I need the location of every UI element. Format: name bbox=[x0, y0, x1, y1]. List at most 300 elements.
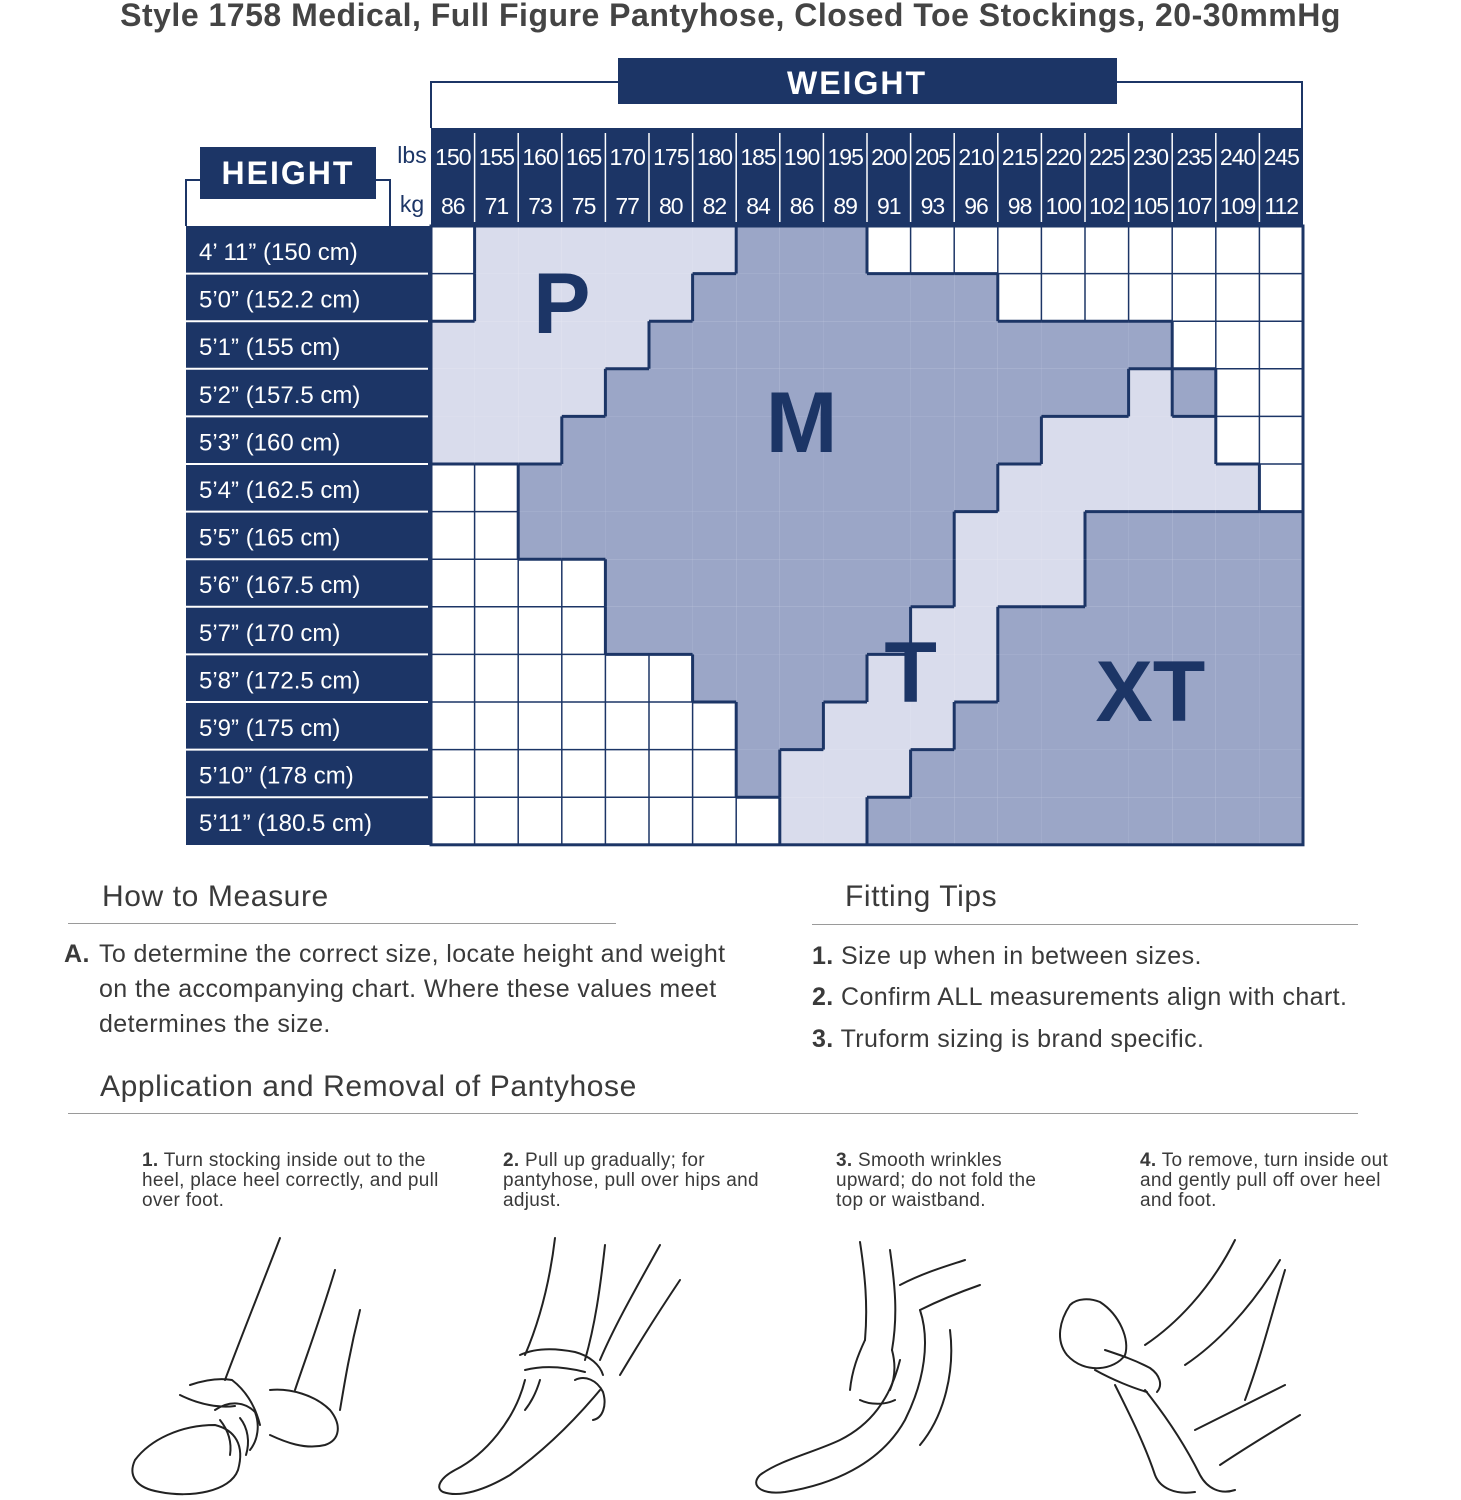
chart-cell-M bbox=[693, 654, 737, 702]
fitting-tip-1: 1. Size up when in between sizes. bbox=[812, 942, 1202, 970]
application-step-3: 3. Smooth wrinkles upward; do not fold the top or waistband. bbox=[836, 1150, 1037, 1211]
chart-cell-X bbox=[1085, 750, 1129, 798]
chart-cell-M bbox=[911, 559, 955, 607]
chart-cell-M bbox=[867, 274, 911, 322]
kg-tick-label: 80 bbox=[659, 193, 683, 219]
chart-cell-M bbox=[998, 416, 1042, 464]
kg-tick-label: 82 bbox=[702, 193, 727, 219]
chart-cell-M bbox=[780, 607, 824, 655]
chart-cell-empty bbox=[954, 226, 998, 274]
chart-cell-M bbox=[823, 226, 867, 274]
chart-cell-empty bbox=[605, 654, 649, 702]
lbs-tick-label: 235 bbox=[1176, 144, 1212, 170]
chart-cell-empty bbox=[562, 702, 606, 750]
chart-cell-M bbox=[605, 464, 649, 512]
kg-tick-label: 71 bbox=[484, 193, 509, 219]
how-to-measure-text bbox=[64, 937, 744, 1042]
chart-cell-empty bbox=[562, 797, 606, 845]
chart-cell-T bbox=[998, 512, 1042, 560]
chart-cell-M bbox=[649, 321, 693, 369]
chart-cell-empty bbox=[562, 559, 606, 607]
chart-cell-M bbox=[649, 559, 693, 607]
chart-cell-empty bbox=[431, 654, 475, 702]
chart-cell-empty bbox=[736, 797, 780, 845]
chart-cell-M bbox=[780, 559, 824, 607]
fitting-tip-3: 3. Truform sizing is brand specific. bbox=[812, 1025, 1205, 1053]
chart-cell-empty bbox=[518, 750, 562, 798]
height-tick-label: 5’1” (155 cm) bbox=[199, 334, 341, 362]
chart-cell-M bbox=[605, 512, 649, 560]
chart-cell-empty bbox=[431, 607, 475, 655]
fitting-tip-2: 2. Confirm ALL measurements align with chart. bbox=[812, 983, 1348, 1011]
chart-cell-M bbox=[736, 464, 780, 512]
chart-cell-X bbox=[867, 797, 911, 845]
lbs-tick-label: 220 bbox=[1045, 144, 1081, 170]
chart-cell-empty bbox=[998, 226, 1042, 274]
chart-cell-empty bbox=[475, 702, 519, 750]
chart-cell-X bbox=[1041, 797, 1085, 845]
chart-cell-X bbox=[1259, 750, 1303, 798]
lbs-tick-label: 195 bbox=[827, 144, 863, 170]
lbs-tick-label: 180 bbox=[696, 144, 733, 170]
chart-cell-P bbox=[693, 226, 737, 274]
chart-cell-M bbox=[605, 607, 649, 655]
chart-cell-M bbox=[867, 321, 911, 369]
chart-cell-T bbox=[867, 750, 911, 798]
chart-cell-X bbox=[1085, 512, 1129, 560]
chart-cell-T bbox=[823, 702, 867, 750]
chart-cell-empty bbox=[1259, 369, 1303, 417]
chart-cell-empty bbox=[693, 797, 737, 845]
lbs-tick-label: 170 bbox=[609, 144, 645, 170]
chart-cell-M bbox=[649, 512, 693, 560]
kg-tick-label: 91 bbox=[877, 193, 901, 219]
chart-cell-M bbox=[780, 226, 824, 274]
chart-cell-empty bbox=[605, 702, 649, 750]
chart-cell-M bbox=[736, 321, 780, 369]
kg-tick-label: 107 bbox=[1176, 193, 1212, 219]
chart-cell-M bbox=[649, 369, 693, 417]
chart-cell-M bbox=[1085, 321, 1129, 369]
chart-cell-T bbox=[954, 559, 998, 607]
height-tick-label: 5’10” (178 cm) bbox=[199, 762, 354, 790]
chart-cell-X bbox=[1216, 607, 1260, 655]
chart-cell-empty bbox=[431, 702, 475, 750]
chart-cell-empty bbox=[475, 559, 519, 607]
chart-cell-M bbox=[823, 464, 867, 512]
chart-cell-empty bbox=[1172, 321, 1216, 369]
chart-cell-T bbox=[780, 750, 824, 798]
chart-cell-T bbox=[823, 797, 867, 845]
chart-cell-empty bbox=[1259, 464, 1303, 512]
chart-cell-M bbox=[867, 512, 911, 560]
chart-cell-M bbox=[518, 512, 562, 560]
chart-cell-P bbox=[431, 416, 475, 464]
kg-tick-label: 112 bbox=[1264, 193, 1299, 219]
chart-cell-T bbox=[998, 464, 1042, 512]
chart-cell-P bbox=[649, 226, 693, 274]
chart-cell-T bbox=[998, 559, 1042, 607]
chart-cell-M bbox=[998, 321, 1042, 369]
application-title: Application and Removal of Pantyhose bbox=[100, 1070, 637, 1103]
chart-cell-M bbox=[911, 416, 955, 464]
chart-cell-M bbox=[867, 559, 911, 607]
chart-cell-T bbox=[1172, 464, 1216, 512]
chart-cell-empty bbox=[562, 607, 606, 655]
page-title: Style 1758 Medical, Full Figure Pantyhose, Closed Toe Stockings, 20-30mmHg bbox=[120, 0, 1341, 33]
chart-cell-empty bbox=[1259, 416, 1303, 464]
chart-cell-empty bbox=[1172, 226, 1216, 274]
height-tick-label: 5’6” (167.5 cm) bbox=[199, 572, 361, 600]
chart-cell-P bbox=[475, 274, 519, 322]
chart-cell-P bbox=[431, 369, 475, 417]
chart-cell-M bbox=[693, 512, 737, 560]
chart-cell-empty bbox=[562, 750, 606, 798]
application-step-1: 1. Turn stocking inside out to the heel, place heel correctly, and pull over foot. bbox=[142, 1150, 439, 1211]
kg-tick-label: 109 bbox=[1219, 193, 1256, 219]
chart-cell-P bbox=[605, 321, 649, 369]
chart-cell-empty bbox=[1041, 274, 1085, 322]
height-tick-label: 5’2” (157.5 cm) bbox=[199, 381, 361, 409]
height-tick-label: 5’3” (160 cm) bbox=[199, 429, 341, 457]
chart-cell-M bbox=[823, 607, 867, 655]
chart-cell-M bbox=[562, 464, 606, 512]
chart-cell-T bbox=[1041, 559, 1085, 607]
chart-cell-empty bbox=[518, 702, 562, 750]
chart-cell-M bbox=[693, 559, 737, 607]
chart-cell-M bbox=[736, 702, 780, 750]
chart-cell-T bbox=[954, 512, 998, 560]
chart-cell-M bbox=[605, 559, 649, 607]
chart-cell-X bbox=[1172, 797, 1216, 845]
chart-cell-X bbox=[1129, 750, 1173, 798]
chart-cell-empty bbox=[475, 607, 519, 655]
kg-tick-label: 89 bbox=[833, 193, 857, 219]
chart-cell-M bbox=[649, 416, 693, 464]
chart-cell-empty bbox=[1172, 274, 1216, 322]
chart-cell-X bbox=[1216, 559, 1260, 607]
chart-cell-M bbox=[780, 512, 824, 560]
chart-cell-M bbox=[736, 226, 780, 274]
chart-cell-T bbox=[1041, 464, 1085, 512]
chart-cell-P bbox=[605, 226, 649, 274]
chart-cell-empty bbox=[562, 654, 606, 702]
chart-cell-M bbox=[1041, 369, 1085, 417]
chart-cell-M bbox=[954, 274, 998, 322]
kg-tick-label: 105 bbox=[1132, 193, 1169, 219]
chart-cell-X bbox=[911, 750, 955, 798]
chart-cell-T bbox=[823, 750, 867, 798]
chart-cell-M bbox=[780, 654, 824, 702]
chart-cell-M bbox=[693, 607, 737, 655]
how-to-measure-body: To determine the correct size, locate height and weight on the accompanying chart. Where these values meet determines the size. bbox=[99, 940, 726, 1038]
chart-cell-X bbox=[998, 607, 1042, 655]
chart-cell-empty bbox=[431, 512, 475, 560]
chart-cell-T bbox=[954, 607, 998, 655]
chart-cell-M bbox=[911, 369, 955, 417]
chart-cell-empty bbox=[1216, 226, 1260, 274]
kg-tick-label: 84 bbox=[746, 193, 770, 219]
application-divider bbox=[68, 1113, 1358, 1114]
chart-cell-X bbox=[1259, 797, 1303, 845]
chart-cell-P bbox=[431, 321, 475, 369]
lbs-tick-label: 225 bbox=[1089, 144, 1125, 170]
chart-cell-X bbox=[1216, 512, 1260, 560]
chart-cell-empty bbox=[1085, 274, 1129, 322]
chart-cell-empty bbox=[1216, 416, 1260, 464]
chart-cell-P bbox=[475, 369, 519, 417]
chart-cell-M bbox=[780, 702, 824, 750]
chart-cell-empty bbox=[431, 226, 475, 274]
chart-cell-M bbox=[867, 464, 911, 512]
chart-cell-M bbox=[823, 274, 867, 322]
chart-cell-M bbox=[1041, 321, 1085, 369]
chart-cell-M bbox=[736, 607, 780, 655]
chart-cell-empty bbox=[649, 702, 693, 750]
chart-cell-empty bbox=[1216, 321, 1260, 369]
lbs-tick-label: 175 bbox=[653, 144, 689, 170]
chart-cell-empty bbox=[518, 559, 562, 607]
chart-cell-T bbox=[1216, 464, 1260, 512]
lbs-tick-label: 210 bbox=[958, 144, 994, 170]
chart-cell-T bbox=[1041, 416, 1085, 464]
chart-cell-X bbox=[1129, 559, 1173, 607]
chart-cell-T bbox=[1129, 464, 1173, 512]
lbs-tick-label: 230 bbox=[1132, 144, 1169, 170]
chart-cell-empty bbox=[649, 750, 693, 798]
chart-cell-M bbox=[823, 654, 867, 702]
chart-cell-M bbox=[780, 321, 824, 369]
chart-cell-M bbox=[693, 416, 737, 464]
chart-cell-M bbox=[562, 416, 606, 464]
chart-cell-M bbox=[649, 464, 693, 512]
chart-cell-M bbox=[562, 512, 606, 560]
chart-cell-M bbox=[1172, 369, 1216, 417]
chart-cell-M bbox=[518, 464, 562, 512]
chart-cell-M bbox=[823, 321, 867, 369]
kg-tick-label: 73 bbox=[528, 193, 552, 219]
chart-cell-M bbox=[780, 274, 824, 322]
chart-cell-X bbox=[1172, 512, 1216, 560]
chart-cell-empty bbox=[431, 464, 475, 512]
chart-cell-P bbox=[475, 416, 519, 464]
lbs-tick-label: 155 bbox=[478, 144, 515, 170]
lbs-tick-label: 185 bbox=[740, 144, 776, 170]
chart-cell-P bbox=[518, 369, 562, 417]
application-step-2: 2. Pull up gradually; for pantyhose, pull over hips and adjust. bbox=[503, 1150, 759, 1211]
size-label-m: M bbox=[765, 375, 838, 472]
chart-cell-empty bbox=[605, 750, 649, 798]
lbs-tick-label: 190 bbox=[783, 144, 820, 170]
how-to-measure-divider bbox=[68, 923, 616, 924]
application-step-4: 4. To remove, turn inside out and gently pull off over heel and foot. bbox=[1140, 1150, 1389, 1211]
chart-cell-empty bbox=[431, 274, 475, 322]
height-tick-label: 5’0” (152.2 cm) bbox=[199, 286, 361, 314]
kg-tick-label: 102 bbox=[1089, 193, 1125, 219]
chart-cell-empty bbox=[1216, 274, 1260, 322]
chart-cell-M bbox=[954, 321, 998, 369]
chart-cell-M bbox=[823, 559, 867, 607]
fitting-tips-title: Fitting Tips bbox=[845, 880, 998, 913]
chart-cell-empty bbox=[1129, 226, 1173, 274]
chart-cell-X bbox=[911, 797, 955, 845]
kg-tick-label: 96 bbox=[964, 193, 988, 219]
chart-cell-empty bbox=[1259, 321, 1303, 369]
hands-turning-stocking-over-foot-illustration bbox=[120, 1230, 380, 1500]
chart-cell-M bbox=[649, 607, 693, 655]
lbs-tick-label: 205 bbox=[914, 144, 951, 170]
chart-cell-empty bbox=[431, 797, 475, 845]
chart-cell-M bbox=[605, 369, 649, 417]
chart-cell-X bbox=[1216, 654, 1260, 702]
chart-cell-T bbox=[1085, 464, 1129, 512]
chart-cell-X bbox=[954, 797, 998, 845]
chart-cell-empty bbox=[605, 797, 649, 845]
chart-cell-empty bbox=[867, 226, 911, 274]
hand-smoothing-stocking-on-leg-illustration bbox=[740, 1230, 1000, 1500]
chart-cell-M bbox=[911, 321, 955, 369]
chart-cell-X bbox=[1259, 607, 1303, 655]
chart-cell-X bbox=[1216, 797, 1260, 845]
hands-pulling-stocking-up-leg-illustration bbox=[425, 1230, 690, 1500]
chart-cell-M bbox=[954, 416, 998, 464]
kg-tick-label: 98 bbox=[1007, 193, 1032, 219]
chart-cell-M bbox=[736, 512, 780, 560]
chart-cell-X bbox=[1259, 512, 1303, 560]
height-tick-label: 5’9” (175 cm) bbox=[199, 715, 341, 742]
chart-cell-X bbox=[1129, 797, 1173, 845]
chart-cell-M bbox=[911, 274, 955, 322]
chart-cell-M bbox=[1085, 369, 1129, 417]
height-tick-label: 4’ 11” (150 cm) bbox=[199, 239, 358, 266]
chart-cell-empty bbox=[693, 702, 737, 750]
kg-tick-label: 77 bbox=[615, 193, 639, 219]
chart-cell-T bbox=[780, 797, 824, 845]
chart-cell-empty bbox=[475, 750, 519, 798]
chart-cell-M bbox=[867, 369, 911, 417]
chart-cell-empty bbox=[1259, 226, 1303, 274]
chart-cell-X bbox=[998, 702, 1042, 750]
chart-cell-X bbox=[1041, 750, 1085, 798]
chart-cell-T bbox=[954, 654, 998, 702]
chart-cell-M bbox=[736, 654, 780, 702]
lbs-unit-label: lbs bbox=[397, 142, 427, 168]
chart-cell-X bbox=[1172, 750, 1216, 798]
chart-cell-empty bbox=[475, 654, 519, 702]
chart-cell-empty bbox=[1216, 369, 1260, 417]
chart-cell-M bbox=[693, 369, 737, 417]
lbs-tick-label: 150 bbox=[435, 144, 471, 170]
chart-cell-X bbox=[954, 750, 998, 798]
chart-cell-empty bbox=[649, 654, 693, 702]
chart-cell-empty bbox=[1259, 274, 1303, 322]
chart-cell-empty bbox=[1129, 274, 1173, 322]
kg-tick-label: 86 bbox=[441, 193, 465, 219]
weight-header: WEIGHT bbox=[787, 65, 927, 101]
chart-cell-empty bbox=[518, 607, 562, 655]
size-label-t: T bbox=[884, 625, 937, 721]
chart-cell-X bbox=[1172, 559, 1216, 607]
lbs-tick-label: 200 bbox=[871, 144, 907, 170]
kg-tick-label: 100 bbox=[1045, 193, 1081, 219]
chart-cell-M bbox=[867, 416, 911, 464]
kg-tick-label: 75 bbox=[571, 193, 596, 219]
kg-unit-label: kg bbox=[399, 191, 425, 217]
size-label-xt: XT bbox=[1095, 644, 1206, 741]
hands-removing-stocking-from-foot-illustration bbox=[1045, 1230, 1310, 1500]
chart-cell-M bbox=[736, 559, 780, 607]
chart-cell-X bbox=[1041, 702, 1085, 750]
chart-cell-X bbox=[1216, 750, 1260, 798]
chart-cell-X bbox=[1129, 512, 1173, 560]
kg-tick-label: 86 bbox=[789, 193, 814, 219]
chart-cell-empty bbox=[1085, 226, 1129, 274]
chart-cell-X bbox=[1041, 654, 1085, 702]
height-tick-label: 5’11” (180.5 cm) bbox=[199, 810, 372, 838]
height-tick-label: 5’8” (172.5 cm) bbox=[199, 667, 361, 695]
chart-cell-X bbox=[954, 702, 998, 750]
chart-cell-M bbox=[693, 464, 737, 512]
chart-cell-P bbox=[649, 274, 693, 322]
chart-cell-T bbox=[1041, 512, 1085, 560]
chart-cell-M bbox=[911, 512, 955, 560]
chart-cell-P bbox=[605, 274, 649, 322]
chart-cell-X bbox=[1041, 607, 1085, 655]
chart-cell-M bbox=[605, 416, 649, 464]
chart-cell-X bbox=[1216, 702, 1260, 750]
height-tick-label: 5’4” (162.5 cm) bbox=[199, 477, 361, 504]
chart-cell-P bbox=[475, 226, 519, 274]
height-tick-label: 5’7” (170 cm) bbox=[199, 619, 341, 647]
chart-cell-T bbox=[1085, 416, 1129, 464]
chart-cell-X bbox=[1259, 559, 1303, 607]
chart-cell-M bbox=[693, 274, 737, 322]
chart-cell-X bbox=[998, 750, 1042, 798]
chart-cell-empty bbox=[1041, 226, 1085, 274]
chart-cell-X bbox=[1259, 702, 1303, 750]
chart-cell-P bbox=[475, 321, 519, 369]
chart-cell-M bbox=[823, 512, 867, 560]
lbs-tick-label: 165 bbox=[565, 144, 602, 170]
kg-tick-label: 93 bbox=[920, 193, 945, 219]
chart-cell-M bbox=[911, 464, 955, 512]
chart-cell-T bbox=[1129, 369, 1173, 417]
chart-cell-empty bbox=[518, 654, 562, 702]
chart-cell-empty bbox=[998, 274, 1042, 322]
chart-cell-M bbox=[954, 464, 998, 512]
chart-cell-T bbox=[1172, 416, 1216, 464]
chart-cell-X bbox=[1259, 654, 1303, 702]
chart-cell-M bbox=[780, 464, 824, 512]
height-header: HEIGHT bbox=[221, 155, 355, 191]
lbs-tick-label: 240 bbox=[1219, 144, 1256, 170]
chart-cell-empty bbox=[911, 226, 955, 274]
chart-cell-X bbox=[1085, 797, 1129, 845]
chart-cell-empty bbox=[431, 559, 475, 607]
chart-cell-M bbox=[736, 274, 780, 322]
lbs-tick-label: 160 bbox=[522, 144, 558, 170]
chart-cell-M bbox=[693, 321, 737, 369]
chart-cell-empty bbox=[693, 750, 737, 798]
chart-cell-M bbox=[954, 369, 998, 417]
lbs-tick-label: 245 bbox=[1263, 144, 1299, 170]
chart-cell-P bbox=[518, 416, 562, 464]
chart-cell-empty bbox=[475, 797, 519, 845]
chart-cell-empty bbox=[475, 512, 519, 560]
chart-cell-X bbox=[998, 797, 1042, 845]
chart-cell-empty bbox=[518, 797, 562, 845]
chart-cell-M bbox=[736, 750, 780, 798]
